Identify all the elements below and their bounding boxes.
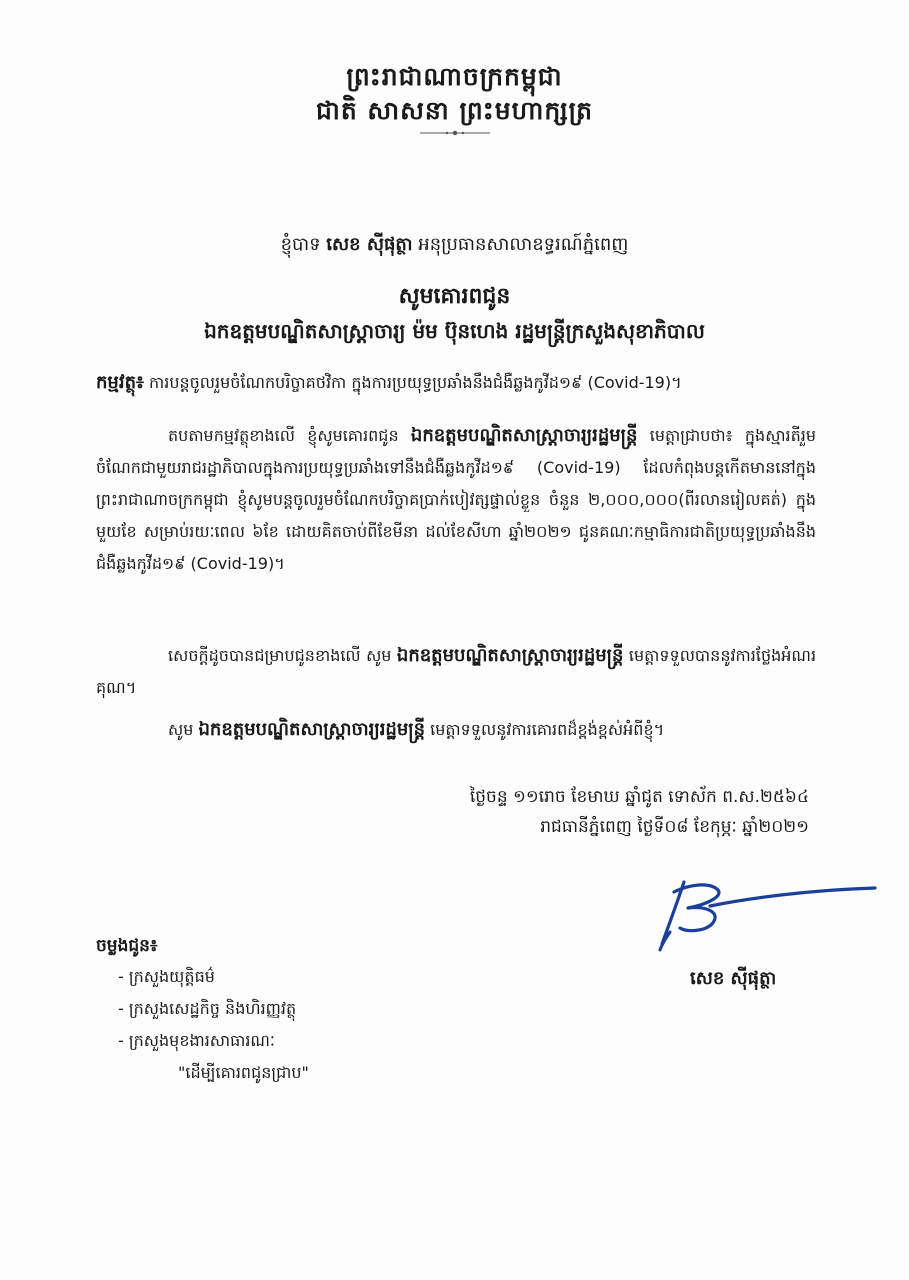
salutation: សូមគោរពជូន xyxy=(398,283,511,309)
signature-icon xyxy=(640,872,880,952)
subject-text: ការបន្តចូលរួមចំណែកបរិច្ចាគថវិកា ក្នុងការប្រយុទ្ធប្រឆាំងនឹងជំងឺឆ្លងកូវីដ១៩ (Covid-19)។ xyxy=(149,373,682,392)
p3-title: ឯកឧត្តមបណ្ឌិតសាស្ត្រាចារ្យរដ្ឋមន្ត្រី xyxy=(198,719,426,740)
p2-title: ឯកឧត្តមបណ្ឌិតសាស្ត្រាចារ្យរដ្ឋមន្ត្រី xyxy=(396,645,624,666)
national-motto: ជាតិ សាសនា ព្រះមហាក្សត្រ xyxy=(316,96,593,125)
cc-note: "ដើម្បីគោរពជូនជ្រាប" xyxy=(178,1063,309,1082)
intro-line xyxy=(0,232,909,259)
body-paragraph-1 xyxy=(96,420,816,580)
p1-start: តបតាមកម្មវត្ថុខាងលើ ខ្ញុំសូមគោរពជូន xyxy=(168,426,399,445)
body-paragraph-3 xyxy=(96,714,816,746)
signer-name: សេខ ស៊ីផុត្ថា xyxy=(690,968,777,989)
kingdom-heading: ព្រះរាជាណាចក្រកម្ពុជា xyxy=(346,62,563,91)
p1-title: ឯកឧត្តមបណ្ឌិតសាស្ត្រាចារ្យរដ្ឋមន្ត្រី xyxy=(410,425,638,446)
cc-item-civil-service: - ក្រសួងមុខងារសាធារណៈ xyxy=(118,1031,275,1050)
sender-position: អនុប្រធានសាលាឧទ្ធរណ៍ភ្នំពេញ xyxy=(418,234,629,255)
intro-prefix: ខ្ញុំបាទ xyxy=(280,234,321,255)
solar-date: រាជធានីភ្នំពេញ ថ្ងៃទី០៨ ខែកុម្ភៈ ឆ្នាំ២០២១ xyxy=(540,817,809,837)
body-paragraph-2 xyxy=(96,640,816,704)
cc-item-economy: - ក្រសួងសេដ្ឋកិច្ច និងហិរញ្ញវត្ថុ xyxy=(118,999,297,1018)
addressee: ឯកឧត្តមបណ្ឌិតសាស្ត្រាចារ្យ ម៉ម ប៊ុនហេង រដ្ឋមន្ត្រីក្រសួងសុខាភិបាល xyxy=(204,319,705,343)
p3-start: សូម xyxy=(168,720,194,739)
lunar-date: ថ្ងៃចន្ទ ១១រោច ខែមាឃ ឆ្នាំជូត ទោស័ក ព.ស.២៥៦៤ xyxy=(469,787,809,807)
subject-label: កម្មវត្ថុ៖ xyxy=(96,372,144,393)
p2-rest: មេត្តាទទួលបាននូវការថ្លែងអំណរគុណ។ xyxy=(96,646,817,697)
p1-rest: មេត្តាជ្រាបថា៖ ក្នុងស្មារតីរួមចំណែកជាមួយរាជរដ្ឋាភិបាលក្នុងការប្រយុទ្ធប្រឆាំងទៅនឹងជំងឺឆ្លងកូវីដ១៩ (Covid-19) ដែលកំពុងបន្តកើតមាននៅក្នុងព្រះរាជាណាចក្រកម្ពុជា ខ្ញុំសូមបន្តចូលរួមចំណែកបរិច្ចាគប្រាក់បៀវត្សផ្ទាល់ខ្លួន ចំនួន ២,០០០,០០០(ពីរលានរៀលគត់) ក្នុងមួយខែ សម្រាប់រយៈពេល ៦ខែ ដោយគិតចាប់ពីខែមីនា ដល់ខែសីហា ឆ្នាំ២០២១ ជូនគណៈកម្មាធិការជាតិប្រយុទ្ធប្រឆាំងនឹងជំងឺឆ្លងកូវីដ១៩ (Covid-19)។ xyxy=(96,426,816,573)
subject-line xyxy=(96,370,682,397)
cc-item-justice: - ក្រសួងយុត្តិធម៌ xyxy=(118,967,215,986)
sender-name: សេខ ស៊ីផុត្ថា xyxy=(326,234,413,255)
p2-start: សេចក្តីដូចបានជម្រាបជូនខាងលើ សូម xyxy=(168,646,392,665)
p3-rest: មេត្តាទទួលនូវការគោរពដ៏ខ្ពង់ខ្ពស់អំពីខ្ញុំ។ xyxy=(430,720,665,739)
ornament-divider-icon xyxy=(420,130,490,136)
cc-title: ចម្លងជូន៖ xyxy=(96,936,158,956)
